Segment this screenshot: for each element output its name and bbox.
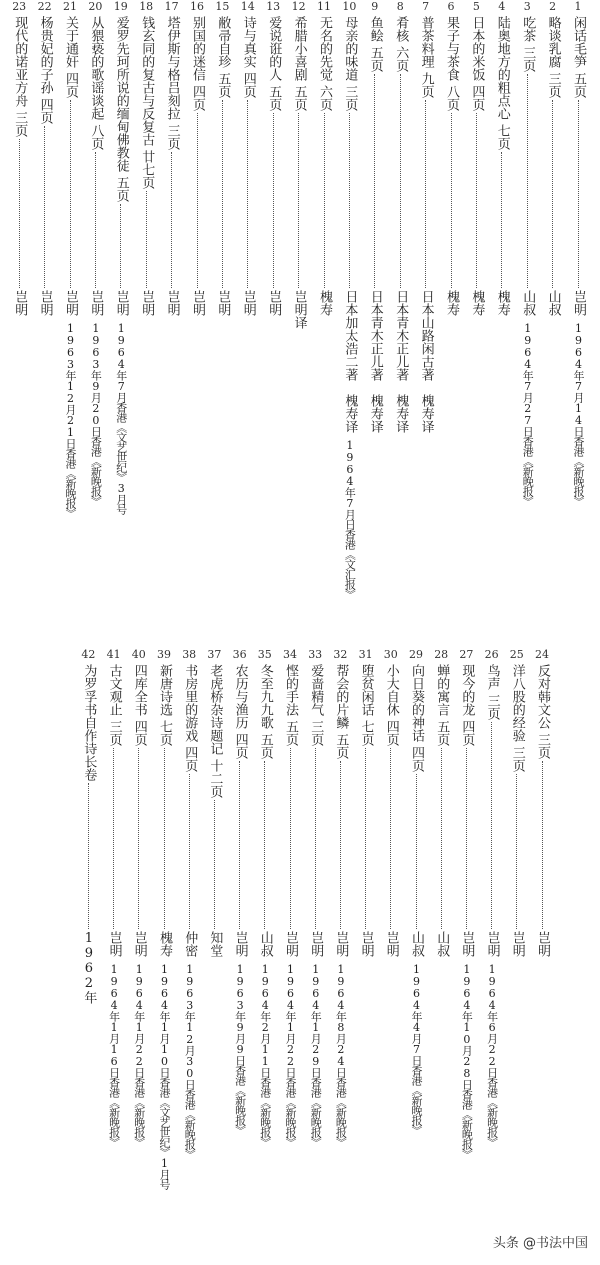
entry-number: 10 (342, 0, 357, 13)
entry-pages: 五页 (257, 733, 273, 759)
entry-pages: 六页 (317, 85, 332, 111)
toc-entry (33, 0, 57, 316)
entry-source-date: 1963年12月30日香港《新晚报》 (183, 963, 197, 1159)
toc-entry (379, 648, 403, 957)
toc-entry (134, 0, 158, 316)
entry-number: 29 (409, 648, 423, 661)
leader-dots (425, 100, 426, 288)
entry-pages: 四页 (409, 746, 424, 772)
entry-author: 岂明 (106, 931, 122, 957)
entry-title: 新唐诗选 (157, 664, 172, 716)
entry-title: 普茶料理 (418, 16, 434, 68)
entry-source-date: 1964年6月22日香港《新晚报》 (485, 963, 499, 1147)
entry-number: 4 (498, 0, 506, 13)
leader-dots (315, 748, 316, 929)
leader-dots (273, 113, 274, 288)
entry-number: 26 (484, 648, 499, 661)
toc-entry (160, 0, 184, 316)
leader-dots (491, 722, 492, 929)
leader-dots (298, 113, 299, 288)
entry-pages: 十二页 (207, 759, 223, 798)
leader-dots (416, 774, 417, 929)
entry-pages: 四页 (240, 72, 256, 98)
entry-number: 36 (232, 648, 247, 661)
entry-title: 无名的先觉 (317, 16, 332, 81)
entry-source-date: 1964年1月29日香港《新晚报》 (309, 963, 323, 1147)
entry-pages: 五页 (434, 720, 450, 746)
toc-entry (253, 648, 277, 1147)
toc-entry (303, 648, 327, 1147)
bottom-section (0, 648, 600, 1248)
toc-entry (337, 0, 361, 599)
entry-number: 14 (240, 0, 255, 13)
leader-dots (527, 74, 528, 288)
toc-entry (515, 0, 539, 506)
entry-source-date: 1964年7月香港《文艺世纪》3月号 (114, 322, 128, 514)
entry-source-date: 1964年7月27日香港《新晚报》 (521, 322, 535, 506)
toc-entry (328, 648, 352, 1147)
entry-pages: 四页 (63, 72, 78, 98)
entry-title: 农历与渔历 (232, 664, 248, 729)
entry-title: 小大自休 (383, 664, 399, 716)
entry-number: 11 (317, 0, 331, 13)
leader-dots (164, 748, 165, 929)
toc-entry (83, 0, 107, 506)
entry-author: 岂明 (190, 290, 205, 316)
leader-dots (197, 113, 198, 288)
entry-author: 山叔 (257, 931, 273, 957)
entry-pages: 五页 (266, 85, 282, 111)
entry-title: 四库全书 (131, 664, 147, 716)
toc-entry (312, 0, 336, 316)
entry-number: 5 (472, 0, 480, 13)
entry-title: 洋八股的经验 (509, 664, 525, 742)
toc-entry (76, 648, 100, 1004)
entry-author: 岂明 (164, 290, 180, 316)
toc-entry (505, 648, 529, 957)
entry-title: 帮会的片鳞 (333, 664, 349, 729)
leader-dots (466, 748, 467, 929)
entry-pages: 廿七页 (139, 150, 155, 189)
toc-entry (480, 648, 504, 1147)
entry-source-date: 1964年1月10日香港《文艺世纪》1月号 (158, 963, 171, 1189)
entry-number: 41 (106, 648, 121, 661)
entry-pages: 四页 (131, 720, 147, 746)
entry-author: 槐寿 (494, 290, 510, 316)
entry-source-date: 1964年7月14日香港《新晚报》 (572, 322, 585, 506)
entry-number: 28 (434, 648, 449, 661)
entry-title: 塔伊斯与格吕刻拉 (164, 16, 180, 120)
leader-dots (88, 783, 89, 929)
entry-author: 岂明 (571, 290, 586, 316)
entry-pages: 四页 (383, 720, 399, 746)
leader-dots (365, 748, 366, 929)
toc-entry (177, 648, 201, 1159)
entry-pages: 八页 (88, 124, 104, 150)
entry-number: 18 (139, 0, 154, 13)
toc-entry (236, 0, 260, 316)
entry-author: 岂明 (37, 290, 53, 316)
entry-pages: 九页 (418, 72, 434, 98)
toc-entry (7, 0, 31, 316)
toc-entry (404, 648, 428, 1135)
entry-title: 爱罗先珂所说的缅甸佛教徒 (113, 16, 129, 172)
entry-title: 诗与真实 (240, 16, 256, 68)
watermark: 头条 @书法中国 (492, 1236, 588, 1251)
entry-author: 岂明 (459, 931, 475, 957)
entry-number: 40 (131, 648, 146, 661)
toc-entry (541, 0, 565, 316)
toc-entry (109, 0, 133, 514)
entry-author: 山叔 (409, 931, 424, 957)
entry-pages: 三页 (545, 72, 561, 98)
toc-entry (210, 0, 234, 316)
entry-pages: 三页 (484, 694, 500, 720)
entry-pages: 五页 (283, 720, 298, 746)
leader-dots (247, 100, 248, 288)
entry-title: 敝帚自珍 (215, 16, 231, 68)
entry-source-date: 1964年4月7日香港《新晚报》 (410, 963, 423, 1135)
entry-source-date: 1964年1月22日香港《新晚报》 (284, 963, 297, 1147)
entry-number: 3 (523, 0, 531, 13)
entry-title: 冬至九九歌 (257, 664, 273, 729)
entry-number: 35 (257, 648, 272, 661)
entry-pages: 三页 (520, 46, 536, 72)
entry-author: 日本加太浩二著 槐寿译 (342, 290, 358, 433)
toc-entry (261, 0, 285, 316)
leader-dots (578, 100, 579, 288)
entry-source-date: 1963年9月20日香港《新晚报》 (89, 322, 103, 506)
toc-entry (454, 648, 478, 1159)
entry-author: 岂明 (333, 931, 349, 957)
entry-number: 15 (215, 0, 230, 13)
entry-title: 闲话毛笋 (571, 16, 586, 68)
entry-source-date: 1963年12月21日香港《新晚报》 (64, 322, 77, 518)
entry-number: 24 (535, 648, 549, 661)
entry-pages: 三页 (12, 111, 28, 137)
entry-title: 爱啬精气 (308, 664, 324, 716)
leader-dots (264, 761, 265, 929)
entry-number: 37 (207, 648, 222, 661)
entry-number: 33 (308, 648, 323, 661)
leader-dots (189, 774, 190, 929)
entry-author: 槐寿 (469, 290, 485, 316)
entry-author: 岂明 (113, 290, 129, 316)
toc-entry (363, 0, 387, 433)
toc-entry (566, 0, 590, 506)
entry-number: 8 (396, 0, 404, 13)
entry-number: 9 (371, 0, 379, 13)
leader-dots (542, 761, 543, 929)
entry-author: 岂明 (358, 931, 374, 957)
entry-author: 岂明 (139, 290, 155, 316)
entry-pages: 四页 (190, 85, 205, 111)
entry-title: 反对韩文公 (535, 664, 550, 729)
entry-title: 吃茶 (520, 16, 536, 42)
toc-entry (185, 0, 209, 316)
entry-title: 肴核 (393, 16, 409, 42)
entry-author: 岂明 (484, 931, 500, 957)
entry-title: 蝉的寓言 (434, 664, 450, 716)
toc-entry (228, 648, 252, 1135)
entry-source-date: 1964年1月16日香港《新晚报》 (107, 963, 121, 1147)
entry-author: 岂明 (266, 290, 282, 316)
entry-source-date: 1964年1月22日香港《新晚报》 (132, 963, 146, 1147)
entry-number: 21 (63, 0, 77, 13)
entry-pages: 三页 (535, 733, 550, 759)
entry-number: 1 (574, 0, 582, 13)
leader-dots (290, 748, 291, 929)
entry-number: 19 (113, 0, 128, 13)
entry-author: 岂明 (283, 931, 298, 957)
entry-author: 日本青木正儿著 槐寿译 (367, 290, 383, 433)
entry-title: 别国的迷信 (190, 16, 205, 81)
entry-author: 岂明 (308, 931, 324, 957)
leader-dots (374, 74, 375, 288)
toc-entry (58, 0, 82, 518)
entry-pages: 五页 (113, 176, 129, 202)
toc-entry (127, 648, 151, 1147)
entry-number: 32 (333, 648, 348, 661)
leader-dots (146, 191, 147, 288)
entry-author: 山叔 (545, 290, 561, 316)
leader-dots (222, 100, 223, 288)
entry-pages: 四页 (469, 85, 485, 111)
leader-dots (441, 748, 442, 929)
leader-dots (400, 74, 401, 288)
entry-title: 日本的米饭 (469, 16, 485, 81)
leader-dots (340, 761, 341, 929)
leader-dots (70, 100, 71, 288)
entry-title: 杨贵妃的子孙 (37, 16, 53, 94)
toc-entry (464, 0, 488, 316)
entry-title: 现今的龙 (459, 664, 475, 716)
entry-pages: 五页 (215, 72, 231, 98)
leader-dots (476, 113, 477, 288)
toc-entry (490, 0, 514, 316)
leader-dots (552, 100, 553, 288)
leader-dots (19, 139, 20, 288)
entry-author: 山叔 (434, 931, 450, 957)
entry-number: 17 (164, 0, 179, 13)
entry-number: 6 (447, 0, 455, 13)
entry-pages: 七页 (358, 720, 374, 746)
entry-number: 13 (266, 0, 281, 13)
leader-dots (239, 761, 240, 929)
entry-author: 岂明 (63, 290, 78, 316)
entry-author: 岂明译 (291, 290, 307, 329)
entry-title: 关于通奸 (63, 16, 78, 68)
entry-source-date: 1964年10月28日香港《新晚报》 (460, 963, 474, 1159)
leader-dots (95, 152, 96, 288)
toc-entry (414, 0, 438, 433)
entry-author: 岂明 (535, 931, 550, 957)
entry-title: 悭的手法 (283, 664, 298, 716)
entry-title: 老虎桥杂诗题记 (207, 664, 223, 755)
entry-author: 岂明 (88, 290, 104, 316)
entry-author: 岂明 (215, 290, 231, 316)
toc-entry (287, 0, 311, 329)
entry-author: 槐寿 (317, 290, 332, 316)
entry-source-date: 1964年7月日香港《文汇报》 (343, 439, 357, 599)
entry-pages: 三页 (106, 720, 122, 746)
entry-title: 钱玄同的复古与反复古 (139, 16, 155, 146)
entry-number: 20 (88, 0, 103, 13)
leader-dots (138, 748, 139, 929)
entry-title: 希腊小喜剧 (291, 16, 307, 81)
entry-number: 34 (283, 648, 297, 661)
leader-dots (120, 204, 121, 288)
entry-number: 38 (182, 648, 197, 661)
entry-title: 现代的诺亚方舟 (12, 16, 28, 107)
leader-dots (349, 113, 350, 288)
leader-dots (171, 152, 172, 288)
entry-number: 31 (358, 648, 373, 661)
entry-title: 从猥亵的歌谣谈起 (88, 16, 104, 120)
entry-author: 知堂 (207, 931, 223, 957)
entry-source-date: 1964年8月24日香港《新晚报》 (334, 963, 348, 1147)
entry-source-date: 1963年9月9日香港《新晚报》 (233, 963, 247, 1135)
entry-number: 27 (459, 648, 474, 661)
entry-pages: 三页 (342, 85, 358, 111)
entry-title: 鸟声 (484, 664, 500, 690)
entry-title: 爱说诳的人 (266, 16, 282, 81)
leader-dots (516, 774, 517, 929)
entry-pages: 七页 (157, 720, 172, 746)
entry-number: 42 (81, 648, 96, 661)
entry-number: 16 (190, 0, 204, 13)
toc-entry (102, 648, 126, 1147)
entry-number: 2 (549, 0, 557, 13)
leader-dots (324, 113, 325, 288)
entry-source-date: 1964年2月11日香港《新晚报》 (258, 963, 272, 1147)
entry-author: 日本山路闲古著 槐寿译 (418, 290, 434, 433)
toc-entry (530, 648, 554, 957)
toc-entry (388, 0, 412, 433)
entry-author: 岂明 (240, 290, 256, 316)
entry-title: 为罗孚书自作诗长卷 (81, 664, 97, 781)
entry-number: 25 (509, 648, 524, 661)
leader-dots (451, 113, 452, 288)
entry-author: 岂明 (131, 931, 147, 957)
entry-pages: 四页 (182, 746, 198, 772)
entry-number: 7 (422, 0, 430, 13)
entry-number: 22 (37, 0, 52, 13)
entry-pages: 三页 (509, 746, 525, 772)
entry-author: 槐寿 (157, 931, 172, 957)
leader-dots (390, 748, 391, 929)
entry-number: 23 (12, 0, 27, 13)
entry-title: 向日葵的神话 (409, 664, 424, 742)
toc-entry (429, 648, 453, 957)
entry-pages: 五页 (291, 85, 307, 111)
entry-pages: 六页 (393, 46, 409, 72)
toc-entry (202, 648, 226, 957)
entry-author: 岂明 (383, 931, 399, 957)
entry-pages: 四页 (232, 733, 248, 759)
entry-pages: 三页 (308, 720, 324, 746)
entry-author: 仲密 (182, 931, 198, 957)
entry-title: 古文观止 (106, 664, 122, 716)
entry-title: 略谈乳腐 (545, 16, 561, 68)
entry-author: 槐寿 (444, 290, 459, 316)
entry-pages: 四页 (37, 98, 53, 124)
toc-entry (152, 648, 176, 1189)
entry-author: 日本青木正儿著 槐寿译 (393, 290, 409, 433)
entry-pages: 四页 (459, 720, 475, 746)
toc-entry (354, 648, 378, 957)
leader-dots (214, 800, 215, 929)
leader-dots (501, 152, 502, 288)
entry-author: 山叔 (520, 290, 536, 316)
entry-author: 岂明 (12, 290, 28, 316)
entry-number: 39 (157, 648, 171, 661)
entry-title: 堕贫闲话 (358, 664, 374, 716)
entry-number: 12 (291, 0, 306, 13)
toc-entry (278, 648, 302, 1147)
entry-title: 果子与茶食 (444, 16, 459, 81)
entry-title: 书房里的游戏 (182, 664, 198, 742)
entry-pages: 三页 (164, 124, 180, 150)
entry-author: 1962年 (81, 931, 97, 1004)
entry-author: 岂明 (509, 931, 525, 957)
entry-author: 岂明 (232, 931, 248, 957)
leader-dots (44, 126, 45, 288)
entry-pages: 八页 (444, 85, 459, 111)
toc-entry (439, 0, 463, 316)
entry-number: 30 (383, 648, 398, 661)
entry-title: 陆奥地方的粗点心 (494, 16, 510, 120)
entry-title: 鱼鲙 (367, 16, 383, 42)
entry-pages: 七页 (494, 124, 510, 150)
entry-pages: 五页 (571, 72, 586, 98)
entry-pages: 五页 (367, 46, 383, 72)
entry-title: 母亲的味道 (342, 16, 358, 81)
entry-pages: 五页 (333, 733, 349, 759)
leader-dots (113, 748, 114, 929)
